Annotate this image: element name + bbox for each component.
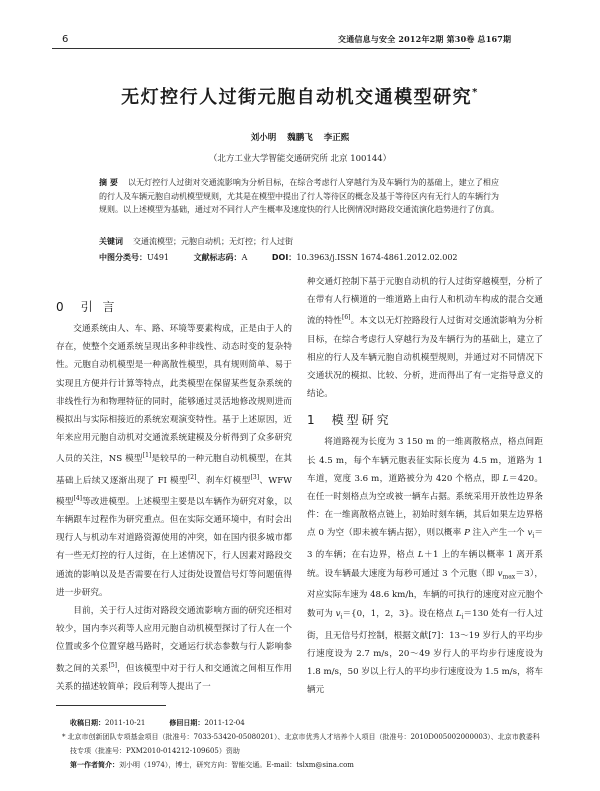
title-text: 无灯控行人过街元胞自动机交通模型研究	[121, 87, 473, 108]
revised-label: 修回日期：	[169, 719, 205, 727]
received-date: 2011-10-21	[105, 719, 146, 727]
citation-ref[interactable]: [3]	[250, 473, 260, 481]
footnote-funding	[62, 730, 540, 758]
footnote-dates	[70, 716, 540, 730]
footnote-author	[70, 758, 540, 772]
author-bio-text: 刘小明（1974），博士，研究方向：智能交通。E-mail：tslxm@sina.com	[119, 761, 354, 769]
article-title	[0, 83, 600, 109]
section-0-title: 引 言	[80, 300, 118, 314]
section-1-heading	[307, 409, 543, 433]
doc-code-label: 文献标志码：	[193, 253, 242, 262]
footnote-rule	[56, 705, 166, 706]
keywords	[99, 236, 499, 247]
funding-text: 北京市创新团队专项基金项目（批准号：7033-53420-05080201）、北京市优秀人才培养个人项目（批准号：2010D005002000003）、北京市教委科技专项（批准号：PXM2010-014212-109605）资助	[67, 733, 540, 755]
funding-mark: *	[62, 733, 66, 741]
abstract	[99, 176, 499, 217]
intro-paragraph-2: 目前，关于行人过街对路段交通流影响方面的研究还相对较少，国内李兴莉等人应用元胞自动机模型探讨了行人在一个位置或多个位置穿越马路时，交通运行状态参数与行人影响参数之间的关系[5]，但该模型中对于行人和交通流之间相互作用关系的描述较简单；段后利等人提出了一	[56, 606, 292, 692]
keywords-label: 关键词	[99, 237, 123, 246]
journal-info: 交通信息与安全 2012年2期 第30卷 总167期	[338, 34, 512, 44]
doi-label: DOI：	[271, 253, 297, 262]
received-label: 收稿日期：	[70, 719, 105, 727]
intro-paragraph-2-continued: 种交通灯控制下基于元胞自动机的行人过街穿越模型，分析了在带有人行横道的一维道路上由行人和机动车构成的混合交通流的特性[6]。本文以无灯控路段行人过街对交通流影响为分析目标，在综合考虑行人穿越行为及车辆行为的基础上，建立了相应的行人及车辆元胞自动机模型规则，并通过对不同情况下交通状况的模拟、比较、分析，进而得出了有一定指导意义的结论。	[307, 277, 543, 400]
abstract-label: 摘 要	[99, 178, 118, 187]
abstract-text: 以无灯控行人过街对交通流影响为分析目标，在综合考虑行人穿越行为及车辆行为的基础上，建立了相应的行人及车辆元胞自动机模型规则，尤其是在模型中提出了行人等待区的概念及基于等待区内有无行人的车辆行为规则。以上述模型为基础，通过对不同行人产生概率及速度快的行人比例情况时路段交通流演化趋势进行了仿真。	[99, 178, 499, 214]
citation-ref[interactable]: [2]	[187, 473, 197, 481]
doc-code-value: A	[241, 253, 248, 262]
section-0-number: 0	[56, 300, 67, 314]
doi-value: 10.3963/j.ISSN 1674-4861.2012.02.002	[296, 253, 458, 262]
section-0-heading	[56, 296, 292, 320]
clc-value: U491	[147, 253, 170, 262]
revised-date: 2011-12-04	[204, 719, 245, 727]
running-head	[52, 30, 512, 48]
intro-paragraph-1: 交通系统由人、车、路、环境等要素构成，正是由于人的存在，使整个交通系统呈现出多种非线性、动态时变的复杂特性。元胞自动机模型是一种离散性模型，具有规则简单、易于实现且方便并行计算等特点，此类模型在保留某些复杂系统的非线性行为和物理特征的同时，能够通过灵活地修改规则进而模拟出与实际相接近的系统宏观演变特性。基于上述原因，近年来应用元胞自动机对交通流系统建模及分析得到了众多研究人员的关注，NS 模型[1]是较早的一种元胞自动机模型，在其基础上后续又逐渐出现了 FI 模型[2]、刹车灯模型[3]、WFW 模型[4]等改进模型。上述模型主要是以车辆作为研究对象，以车辆跟车过程作为研究重点。但在实际交通环境中，有时会出现行人与机动车对道路资源使用的冲突，如在国内很多城市都有一些无灯控的行人过街，在上述情况下，行人因素对路段交通流的影响以及是否需要在行人过街处设置信号灯等问题值得进一步研究。	[56, 324, 292, 598]
clc-label: 中图分类号：	[99, 253, 147, 262]
author-bio-label: 第一作者简介：	[70, 761, 119, 769]
authors: 刘小明 魏鹏飞 李正熙	[250, 133, 350, 143]
header-rule	[52, 48, 470, 49]
page-number: 6	[62, 34, 69, 45]
left-column	[56, 296, 292, 696]
model-paragraph-1: 将道路视为长度为 3 150 m 的一维离散格点，格点间距长 4.5 m，每个车辆元胞表征实际长度为 4.5 m，道路为 1 车道，宽度 3.6 m，道路被分为 420 个格点，即 L＝420。在任一时刻格点为空或被一辆车占据。系统采用开放性边界条件：在一维离散格点链上，初始时刻车辆，其后如果左边界格点 0 为空（即未被车辆占据），则以概率 P 注入产生一个 $v_i=3$ 的车辆；在右边界，格点 L＋1 上的车辆以概率 1 离开系统。设车辆最大速度为每秒可通过 3 个元胞（即 $v_{max}=3$），对应实际车速为 48.6 km/h，车辆的可执行的速度对应元胞个数可为 $v_i=\{0$，1，2，3}。设在格点 $L_i=130$ 处有一行人过街，且无信号灯控制，根据文献[7]：13～19 岁行人的平均步行速度设为 2.7 m/s，20～49 岁行人的平均步行速度设为 1.8 m/s，50 岁以上行人的平均步行速度设为 1.5 m/s，将车辆元	[307, 437, 544, 696]
citation-ref[interactable]: [1]	[142, 452, 152, 460]
citation-ref[interactable]: [4]	[73, 494, 82, 502]
section-1-title: 模型研究	[331, 413, 392, 428]
keywords-text: 交通流模型；元胞自动机；无灯控；行人过街	[133, 237, 293, 246]
citation-ref[interactable]: [5]	[108, 661, 117, 669]
section-1-number: 1	[307, 413, 318, 428]
classification-line	[99, 252, 519, 263]
citation-ref[interactable]: [6]	[342, 314, 351, 322]
affiliation: （北方工业大学智能交通研究所 北京 100144）	[208, 154, 392, 164]
title-footnote-mark: *	[472, 87, 479, 98]
right-column	[307, 273, 543, 699]
footnotes	[62, 716, 540, 772]
